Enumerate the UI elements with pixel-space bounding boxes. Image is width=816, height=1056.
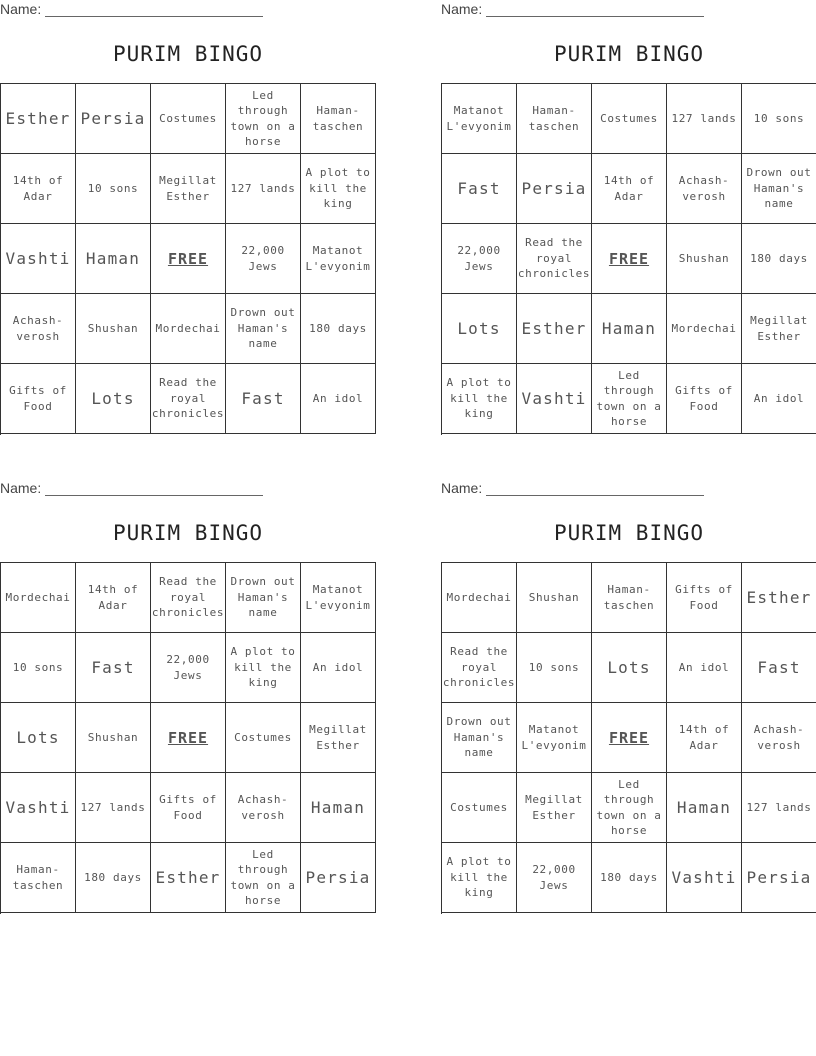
- name-line: [0, 2, 264, 16]
- card-title: PURIM BINGO: [553, 42, 705, 66]
- bingo-cell-label: 10 sons: [528, 660, 580, 674]
- bingo-cell: [517, 843, 592, 913]
- bingo-cell-label: Gifts of Food: [9, 384, 67, 413]
- bingo-cell-label: Haman: [85, 248, 141, 268]
- bingo-cell-label: Persia: [80, 108, 146, 128]
- bingo-cell: [742, 224, 816, 294]
- bingo-cell: [301, 224, 376, 294]
- bingo-cell-label: Drown out Haman's name: [446, 715, 512, 760]
- name-line: [0, 481, 264, 495]
- bingo-cell: [667, 563, 742, 633]
- bingo-cell: [442, 703, 517, 773]
- bingo-cell-label: Matanot L'evyonim: [305, 583, 371, 612]
- bingo-cell: [517, 773, 592, 843]
- bingo-cell-label: Costumes: [600, 111, 658, 125]
- bingo-cell-label: Read the royal chronicles: [442, 645, 516, 690]
- bingo-cell: [667, 224, 742, 294]
- bingo-cell: [592, 633, 667, 703]
- bingo-cell: [301, 364, 376, 434]
- bingo-cell-label: Mordechai: [446, 590, 512, 604]
- bingo-cell-label: A plot to kill the king: [305, 166, 371, 211]
- bingo-cell-label: An idol: [753, 391, 805, 405]
- bingo-cell-label: 127 lands: [671, 111, 737, 125]
- bingo-cell-label: Gifts of Food: [159, 793, 217, 822]
- bingo-cell: [76, 773, 151, 843]
- bingo-cell-label: 22,000 Jews: [241, 244, 285, 273]
- bingo-cell: [76, 843, 151, 913]
- bingo-cell: [592, 84, 667, 154]
- bingo-cell: [301, 84, 376, 154]
- bingo-cell-label: 180 days: [309, 321, 367, 335]
- bingo-cell: [151, 633, 226, 703]
- bingo-cell-label: 180 days: [750, 251, 808, 265]
- bingo-cell-label: Persia: [305, 867, 371, 887]
- bingo-cell-label: Haman: [676, 797, 732, 817]
- bingo-cell-label: 10 sons: [87, 181, 139, 195]
- bingo-cell-label: Lots: [91, 388, 135, 408]
- bingo-cell: [151, 773, 226, 843]
- bingo-cell-label: An idol: [312, 391, 364, 405]
- bingo-cell: [226, 294, 301, 364]
- free-space-label: FREE: [167, 728, 209, 747]
- bingo-cell: [1, 294, 76, 364]
- bingo-cell: [517, 294, 592, 364]
- bingo-cell: [667, 294, 742, 364]
- bingo-cell-label: Achash-verosh: [678, 174, 730, 203]
- bingo-cell: [76, 703, 151, 773]
- bingo-cell: [667, 633, 742, 703]
- bingo-cell-label: Fast: [457, 178, 501, 198]
- bingo-cell-label: Led through town on a horse: [596, 777, 662, 837]
- bingo-cell: [226, 773, 301, 843]
- bingo-cell: [517, 633, 592, 703]
- bingo-cell-label: Esther: [746, 587, 812, 607]
- bingo-cell-label: Vashti: [521, 388, 587, 408]
- bingo-cell: [517, 563, 592, 633]
- bingo-cell: [226, 843, 301, 913]
- bingo-cell-label: Shushan: [87, 321, 139, 335]
- bingo-cell-label: Esther: [155, 867, 221, 887]
- bingo-cell: [667, 154, 742, 224]
- bingo-cell-label: Shushan: [528, 590, 580, 604]
- name-blank: [486, 495, 704, 496]
- bingo-cell: [226, 364, 301, 434]
- bingo-cell-label: 22,000 Jews: [457, 244, 501, 273]
- bingo-grid: [0, 83, 376, 435]
- bingo-cell-label: Led through town on a horse: [596, 368, 662, 428]
- bingo-cell: [1, 633, 76, 703]
- card-title: PURIM BINGO: [112, 521, 264, 545]
- bingo-cell-label: Drown out Haman's name: [746, 166, 812, 211]
- bingo-cell-label: A plot to kill the king: [446, 855, 512, 900]
- bingo-cell-label: Haman-taschen: [528, 104, 580, 133]
- bingo-cell: [76, 364, 151, 434]
- bingo-cell: [1, 563, 76, 633]
- bingo-cell: [1, 843, 76, 913]
- bingo-cell-label: 180 days: [84, 870, 142, 884]
- bingo-cell: [226, 154, 301, 224]
- bingo-cell-label: Led through town on a horse: [230, 88, 296, 148]
- bingo-cell: [442, 843, 517, 913]
- bingo-cell: [592, 843, 667, 913]
- bingo-cell: [667, 364, 742, 434]
- bingo-cell: [442, 224, 517, 294]
- name-line: [441, 481, 705, 495]
- bingo-cell-label: Haman: [601, 318, 657, 338]
- bingo-cell: [1, 703, 76, 773]
- bingo-cell-label: 10 sons: [12, 660, 64, 674]
- bingo-cell: [151, 364, 226, 434]
- bingo-cell-label: Mordechai: [671, 321, 737, 335]
- bingo-cell-label: Megillat Esther: [159, 174, 217, 203]
- bingo-cell: [76, 294, 151, 364]
- free-space-label: FREE: [167, 249, 209, 268]
- bingo-cell: [667, 703, 742, 773]
- bingo-cell-label: Persia: [521, 178, 587, 198]
- bingo-cell: [151, 154, 226, 224]
- bingo-cell-label: Costumes: [450, 800, 508, 814]
- bingo-cell: [226, 84, 301, 154]
- bingo-cell-label: Achash-verosh: [12, 314, 64, 343]
- bingo-cell: [1, 224, 76, 294]
- bingo-cell: [151, 563, 226, 633]
- bingo-cell: [226, 224, 301, 294]
- name-line: [441, 2, 705, 16]
- bingo-cell-label: Achash-verosh: [753, 723, 805, 752]
- bingo-cell-label: Fast: [757, 657, 801, 677]
- name-label: Name:: [441, 480, 483, 496]
- bingo-cell: [226, 563, 301, 633]
- bingo-cell-label: A plot to kill the king: [230, 645, 296, 690]
- bingo-cell: [1, 773, 76, 843]
- bingo-cell: [442, 773, 517, 843]
- bingo-cell-label: Haman-taschen: [12, 863, 64, 892]
- bingo-cell-label: Vashti: [5, 797, 71, 817]
- bingo-grid: [0, 562, 376, 914]
- bingo-cell: [742, 294, 816, 364]
- bingo-cell: [742, 364, 816, 434]
- bingo-cell: [742, 703, 816, 773]
- bingo-cell-label: 10 sons: [753, 111, 805, 125]
- bingo-cell: [592, 294, 667, 364]
- bingo-cell-label: Esther: [521, 318, 587, 338]
- bingo-cell: [667, 843, 742, 913]
- bingo-cell-label: Shushan: [87, 730, 139, 744]
- bingo-cell: [151, 843, 226, 913]
- bingo-cell-label: Costumes: [234, 730, 292, 744]
- bingo-cell: [742, 154, 816, 224]
- bingo-cell-label: Fast: [241, 388, 285, 408]
- bingo-cell-label: An idol: [678, 660, 730, 674]
- bingo-cell: [592, 773, 667, 843]
- bingo-cell-label: Read the royal chronicles: [151, 376, 225, 421]
- bingo-cell: [592, 154, 667, 224]
- bingo-cell-label: Megillat Esther: [750, 314, 808, 343]
- bingo-cell: [742, 773, 816, 843]
- bingo-cell-label: Shushan: [678, 251, 730, 265]
- bingo-cell: [517, 154, 592, 224]
- bingo-cell: [517, 84, 592, 154]
- bingo-cell: [226, 633, 301, 703]
- bingo-cell-label: Megillat Esther: [309, 723, 367, 752]
- bingo-cell: [592, 563, 667, 633]
- free-space-cell: [151, 703, 226, 773]
- name-label: Name:: [441, 1, 483, 17]
- bingo-cell-label: 127 lands: [230, 181, 296, 195]
- bingo-cell-label: Costumes: [159, 111, 217, 125]
- bingo-cell: [76, 563, 151, 633]
- bingo-cell-label: Haman-taschen: [312, 104, 364, 133]
- bingo-cell: [442, 364, 517, 434]
- bingo-cell: [301, 154, 376, 224]
- bingo-cell: [301, 703, 376, 773]
- bingo-cell: [442, 294, 517, 364]
- bingo-cell-label: 127 lands: [80, 800, 146, 814]
- bingo-cell: [667, 84, 742, 154]
- bingo-cell: [301, 633, 376, 703]
- bingo-cell: [301, 843, 376, 913]
- free-space-cell: [592, 224, 667, 294]
- bingo-cell: [667, 773, 742, 843]
- bingo-cell: [1, 84, 76, 154]
- bingo-cell-label: An idol: [312, 660, 364, 674]
- bingo-cell-label: Haman-taschen: [603, 583, 655, 612]
- name-blank: [45, 495, 263, 496]
- bingo-cell-label: 14th of Adar: [87, 583, 139, 612]
- bingo-cell: [151, 84, 226, 154]
- free-space-label: FREE: [608, 249, 650, 268]
- bingo-cell-label: 14th of Adar: [603, 174, 655, 203]
- bingo-cell-label: Matanot L'evyonim: [446, 104, 512, 133]
- bingo-cell-label: Achash-verosh: [237, 793, 289, 822]
- bingo-cell-label: 127 lands: [746, 800, 812, 814]
- bingo-cell-label: 22,000 Jews: [532, 863, 576, 892]
- bingo-cell-label: 14th of Adar: [12, 174, 64, 203]
- bingo-cell: [517, 224, 592, 294]
- bingo-cell: [592, 364, 667, 434]
- bingo-cell: [442, 633, 517, 703]
- bingo-cell-label: Drown out Haman's name: [230, 306, 296, 351]
- bingo-cell: [76, 224, 151, 294]
- bingo-cell-label: Vashti: [671, 867, 737, 887]
- bingo-cell: [1, 154, 76, 224]
- bingo-cell: [301, 294, 376, 364]
- bingo-cell-label: 22,000 Jews: [166, 653, 210, 682]
- bingo-cell: [226, 703, 301, 773]
- bingo-cell-label: 180 days: [600, 870, 658, 884]
- bingo-cell: [76, 84, 151, 154]
- bingo-cell-label: 14th of Adar: [678, 723, 730, 752]
- bingo-cell: [76, 633, 151, 703]
- bingo-cell: [742, 843, 816, 913]
- bingo-cell: [76, 154, 151, 224]
- bingo-cell-label: Read the royal chronicles: [151, 575, 225, 620]
- name-label: Name:: [0, 1, 42, 17]
- bingo-grid: [441, 83, 816, 435]
- bingo-cell: [742, 84, 816, 154]
- bingo-cell-label: Led through town on a horse: [230, 847, 296, 907]
- bingo-cell: [442, 563, 517, 633]
- bingo-cell-label: Esther: [5, 108, 71, 128]
- free-space-label: FREE: [608, 728, 650, 747]
- name-label: Name:: [0, 480, 42, 496]
- card-title: PURIM BINGO: [112, 42, 264, 66]
- bingo-cell-label: Drown out Haman's name: [230, 575, 296, 620]
- bingo-cell: [151, 294, 226, 364]
- bingo-cell-label: Lots: [607, 657, 651, 677]
- bingo-cell: [742, 633, 816, 703]
- bingo-cell-label: Vashti: [5, 248, 71, 268]
- bingo-cell-label: Mordechai: [5, 590, 71, 604]
- bingo-cell: [301, 773, 376, 843]
- bingo-cell-label: Haman: [310, 797, 366, 817]
- name-blank: [45, 16, 263, 17]
- bingo-cell-label: Fast: [91, 657, 135, 677]
- bingo-cell: [1, 364, 76, 434]
- bingo-grid: [441, 562, 816, 914]
- bingo-cell-label: Gifts of Food: [675, 583, 733, 612]
- bingo-cell-label: Matanot L'evyonim: [521, 723, 587, 752]
- card-title: PURIM BINGO: [553, 521, 705, 545]
- bingo-cell: [742, 563, 816, 633]
- bingo-cell: [442, 84, 517, 154]
- bingo-cell-label: A plot to kill the king: [446, 376, 512, 421]
- bingo-cell: [442, 154, 517, 224]
- bingo-cell-label: Gifts of Food: [675, 384, 733, 413]
- free-space-cell: [592, 703, 667, 773]
- bingo-cell-label: Lots: [16, 727, 60, 747]
- bingo-cell-label: Megillat Esther: [525, 793, 583, 822]
- bingo-cell-label: Matanot L'evyonim: [305, 244, 371, 273]
- bingo-cell-label: Mordechai: [155, 321, 221, 335]
- bingo-cell: [301, 563, 376, 633]
- free-space-cell: [151, 224, 226, 294]
- bingo-cell-label: Persia: [746, 867, 812, 887]
- bingo-cell-label: Lots: [457, 318, 501, 338]
- name-blank: [486, 16, 704, 17]
- bingo-cell: [517, 364, 592, 434]
- bingo-cell: [517, 703, 592, 773]
- bingo-cell-label: Read the royal chronicles: [517, 236, 591, 281]
